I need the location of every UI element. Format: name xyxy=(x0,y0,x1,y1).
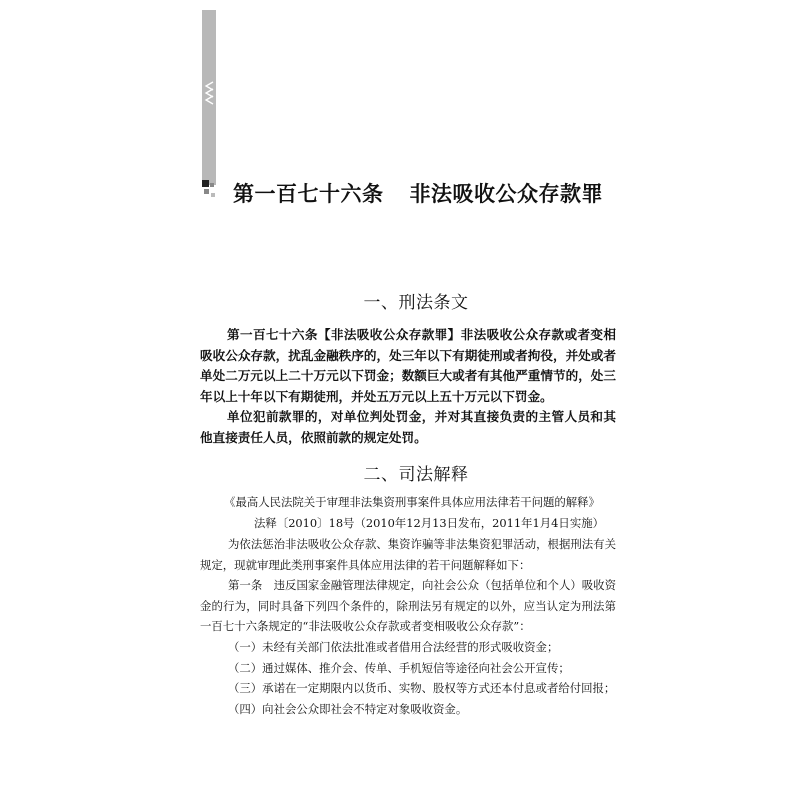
chevron-decoration-icon xyxy=(202,80,216,110)
list-item: （二）通过媒体、推介会、传单、手机短信等途径向社会公开宣传； xyxy=(228,661,570,675)
chapter-name: 非法吸收公众存款罪 xyxy=(409,182,603,206)
law-article-paragraph: 第一百七十六条【非法吸收公众存款罪】非法吸收公众存款或者变相吸收公众存款，扰乱金融秩序的，处三年以下有期徒刑或者拘役，并处或者单处二万元以上二十万元以下罚金；数额巨大或者有其他严重情节的，处三年以上十年以下有期徒刑，并处五万元以上五十万元以下罚金。 xyxy=(200,327,616,404)
chapter-number: 第一百七十六条 xyxy=(233,182,384,206)
interpretation-article-1: 第一条 违反国家金融管理法律规定，向社会公众（包括单位和个人）吸收资金的行为，同时具备下列四个条件的，除刑法另有规定的以外，应当认定为刑法第一百七十六条规定的“非法吸收公众存款或者变相吸收公众存款”： xyxy=(200,578,616,634)
list-item: （四）向社会公众即社会不特定对象吸收资金。 xyxy=(228,702,468,716)
interpretation-intro: 为依法惩治非法吸收公众存款、集资诈骗等非法集资犯罪活动，根据刑法有关规定，现就审理此类刑事案件具体应用法律的若干问题解释如下： xyxy=(200,537,616,572)
interpretation-number: 法释〔2010〕18号（2010年12月13日发布，2011年1月4日实施） xyxy=(254,516,604,530)
list-item: （三）承诺在一定期限内以货币、实物、股权等方式还本付息或者给付回报； xyxy=(228,681,616,695)
section-heading-criminal-law: 一、刑法条文 xyxy=(363,293,469,313)
chapter-title xyxy=(233,178,603,208)
corner-squares-icon xyxy=(201,180,217,200)
section-heading-judicial-interpretation: 二、司法解释 xyxy=(363,465,469,485)
list-item: （一）未经有关部门依法批准或者借用合法经营的形式吸收资金； xyxy=(228,640,559,654)
interpretation-title: 《最高人民法院关于审理非法集资刑事案件具体应用法律若干问题的解释》 xyxy=(224,495,600,509)
law-unit-paragraph: 单位犯前款罪的，对单位判处罚金，并对其直接负责的主管人员和其他直接责任人员，依照前款的规定处罚。 xyxy=(200,409,616,445)
